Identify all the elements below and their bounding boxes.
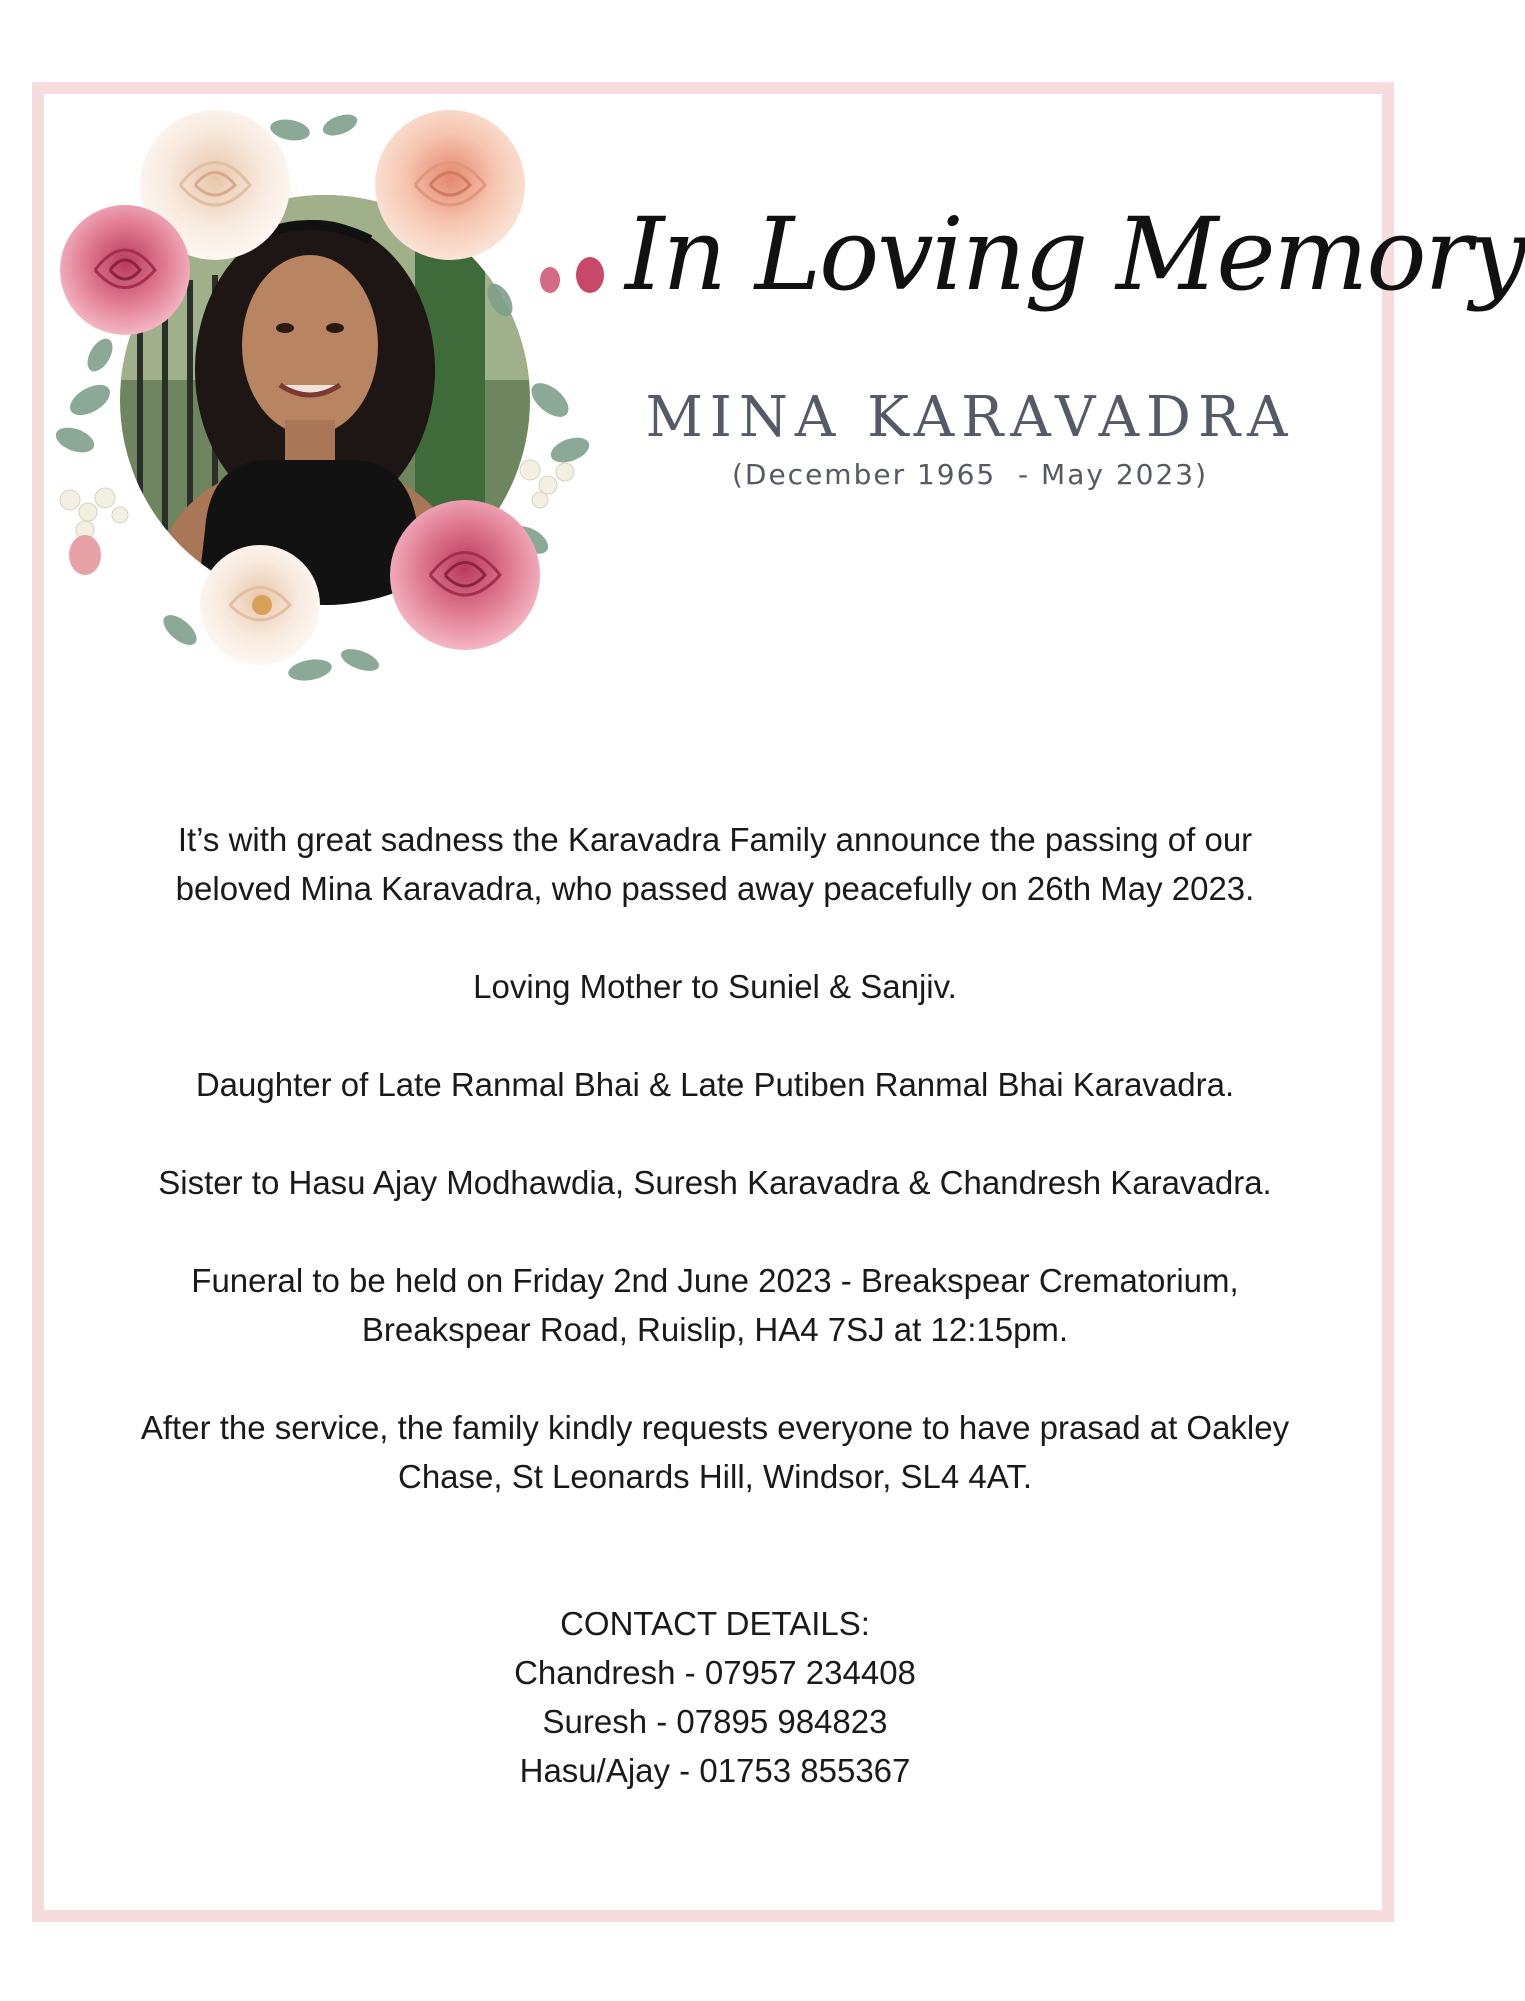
announcement-line-1: It’s with great sadness the Karavadra Family announce the passing of our <box>177 821 1253 858</box>
after-service-line-2: Chase, St Leonards Hill, Windsor, SL4 4AT. <box>397 1458 1033 1495</box>
mother-line: Loving Mother to Suniel & Sanjiv. <box>473 968 957 1005</box>
contact-entry-chandresh: Chandresh - 07957 234408 <box>514 1654 916 1691</box>
rose-top-right-peach <box>375 110 525 260</box>
announcement-paragraph <box>60 815 1370 913</box>
after-service-line-1: After the service, the family kindly requests everyone to have prasad at Oakley <box>140 1409 1290 1446</box>
rose-bottom-right-pink <box>390 500 540 650</box>
contact-heading: CONTACT DETAILS: <box>560 1605 870 1642</box>
contact-entry-suresh: Suresh - 07895 984823 <box>542 1703 888 1740</box>
contact-details <box>60 1599 1370 1795</box>
rose-left-pink <box>60 205 190 335</box>
in-loving-memory-heading: In Loving Memory <box>625 196 1525 313</box>
daughter-paragraph <box>60 1060 1370 1109</box>
funeral-line-2: Breakspear Road, Ruislip, HA4 7SJ at 12:15pm. <box>361 1311 1069 1348</box>
contact-entry-hasu-ajay: Hasu/Ajay - 01753 855367 <box>519 1752 911 1789</box>
daughter-line: Daughter of Late Ranmal Bhai & Late Putiben Ranmal Bhai Karavadra. <box>195 1066 1235 1103</box>
funeral-paragraph <box>60 1256 1370 1354</box>
announcement-line-2: beloved Mina Karavadra, who passed away peacefully on 26th May 2023. <box>175 870 1255 907</box>
sister-line: Sister to Hasu Ajay Modhawdia, Suresh Karavadra & Chandresh Karavadra. <box>158 1164 1272 1201</box>
deceased-name: MINA KARAVADRA <box>645 385 1295 450</box>
life-dates: (December 1965 - May 2023) <box>731 458 1209 491</box>
sister-paragraph <box>60 1158 1370 1207</box>
mother-paragraph <box>60 962 1370 1011</box>
rose-bottom-left-cream <box>200 545 320 665</box>
funeral-line-1: Funeral to be held on Friday 2nd June 2023 - Breakspear Crematorium, <box>191 1262 1239 1299</box>
memorial-photo-wreath <box>30 100 630 700</box>
after-service-paragraph <box>60 1403 1370 1501</box>
